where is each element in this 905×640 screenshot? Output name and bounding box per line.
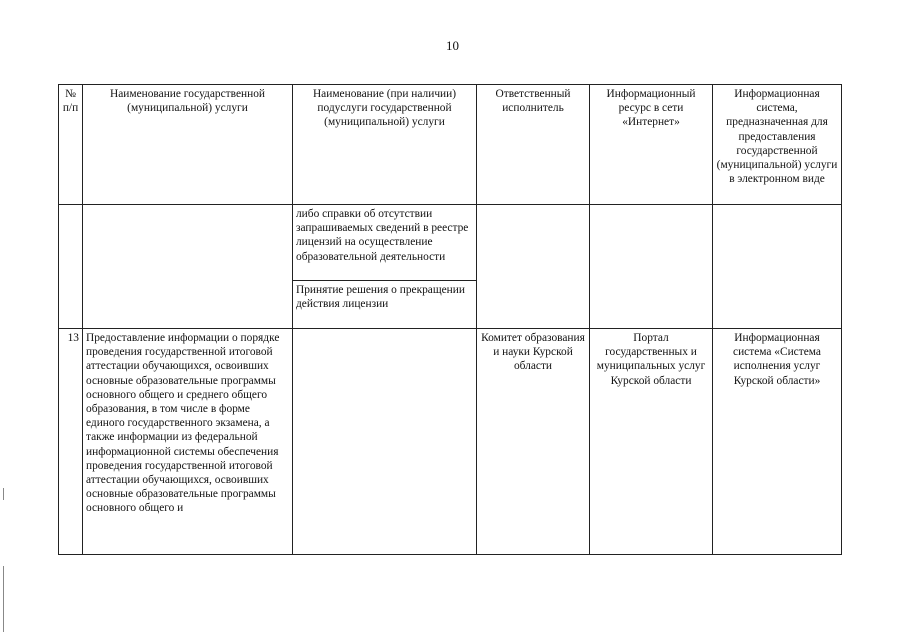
scan-margin-mark bbox=[3, 566, 4, 632]
header-executor: Ответственный исполнитель bbox=[477, 85, 590, 205]
header-subservice-name: Наименование (при наличии) подуслуги государственной (муниципальной) услуги bbox=[293, 85, 477, 205]
cont-executor-cell bbox=[477, 205, 590, 329]
row13-subservice bbox=[293, 329, 477, 555]
row13-service: Предоставление информации о порядке проведения государственной итоговой аттестации обучающихся, освоивших основные образовательные программы основного общего и среднего общего образования, в том числе в форме единого государственного экзамена, а также информации из федеральной информационной системы обеспечения проведения государственной итоговой аттестации обучающихся, освоивших основные образовательные программы основного общего и bbox=[83, 329, 293, 555]
row13-executor: Комитет образования и науки Курской области bbox=[477, 329, 590, 555]
scan-margin-mark bbox=[3, 488, 4, 500]
table-row bbox=[59, 329, 842, 555]
header-internet-resource: Информационный ресурс в сети «Интернет» bbox=[590, 85, 713, 205]
cont-subservice-2: Принятие решения о прекращении действия лицензии bbox=[293, 281, 477, 329]
table-header-row bbox=[59, 85, 842, 205]
row13-number: 13 bbox=[59, 329, 83, 555]
header-information-system: Информационная система, предназначенная для предоставления государственной (муниципальной) услуги в электронном виде bbox=[713, 85, 842, 205]
cont-service-cell bbox=[83, 205, 293, 329]
header-number: № п/п bbox=[59, 85, 83, 205]
services-table bbox=[58, 84, 842, 555]
row13-resource: Портал государственных и муниципальных услуг Курской области bbox=[590, 329, 713, 555]
cont-resource-cell bbox=[590, 205, 713, 329]
cont-number-cell bbox=[59, 205, 83, 329]
cont-subservice-1: либо справки об отсутствии запрашиваемых сведений в реестре лицензий на осуществление образовательной деятельности bbox=[293, 205, 477, 281]
row13-system: Информационная система «Система исполнения услуг Курской области» bbox=[713, 329, 842, 555]
header-service-name: Наименование государственной (муниципальной) услуги bbox=[83, 85, 293, 205]
cont-system-cell bbox=[713, 205, 842, 329]
table-row bbox=[59, 205, 842, 281]
page-number: 10 bbox=[446, 38, 459, 53]
